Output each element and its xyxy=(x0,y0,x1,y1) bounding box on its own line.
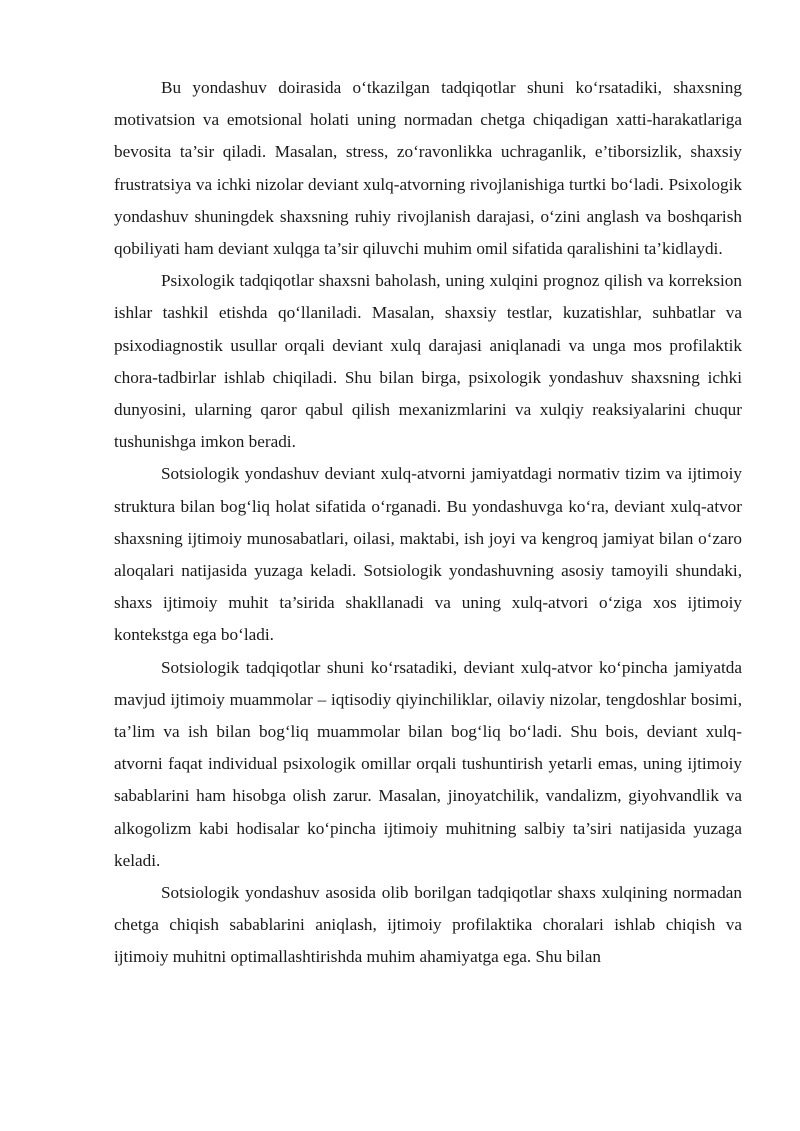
paragraph-2: Psixologik tadqiqotlar shaxsni baholash, uning xulqini prognoz qilish va korreksion ishlar tashkil etishda qo‘llaniladi. Masalan, shaxsiy testlar, kuzatishlar, suhbatlar va psixodiagnostik usullar orqali deviant xulq darajasi aniqlanadi va unga mos profilaktik chora-tadbirlar ishlab chiqiladi. Shu bilan birga, psixologik yondashuv shaxsning ichki dunyosini, ularning qaror qabul qilish mexanizmlarini va xulqiy reaksiyalarini chuqur tushunishga imkon beradi. xyxy=(114,271,742,452)
document-body xyxy=(114,72,742,974)
paragraph-5: Sotsiologik yondashuv asosida olib borilgan tadqiqotlar shaxs xulqining normadan chetga chiqish sabablarini aniqlash, ijtimoiy profilaktika choralari ishlab chiqish va ijtimoiy muhitni optimallashtirishda muhim ahamiyatga ega. Shu bilan xyxy=(114,883,742,967)
paragraph-3: Sotsiologik yondashuv deviant xulq-atvorni jamiyatdagi normativ tizim va ijtimoiy struktura bilan bog‘liq holat sifatida o‘rganadi. Bu yondashuvga ko‘ra, deviant xulq-atvor shaxsning ijtimoiy munosabatlari, oilasi, maktabi, ish joyi va kengroq jamiyat bilan o‘zaro aloqalari natijasida yuzaga keladi. Sotsiologik yondashuvning asosiy tamoyili shundaki, shaxs ijtimoiy muhit ta’sirida shakllanadi va uning xulq-atvori o‘ziga xos ijtimoiy kontekstga ega bo‘ladi. xyxy=(114,464,742,645)
paragraph-1: Bu yondashuv doirasida o‘tkazilgan tadqiqotlar shuni ko‘rsatadiki, shaxsning motivatsion va emotsional holati uning normadan chetga chiqadigan xatti-harakatlariga bevosita ta’sir qiladi. Masalan, stress, zo‘ravonlikka uchraganlik, e’tiborsizlik, shaxsiy frustratsiya va ichki nizolar deviant xulq-atvorning rivojlanishiga turtki bo‘ladi. Psixologik yondashuv shuningdek shaxsning ruhiy rivojlanish darajasi, o‘zini anglash va boshqarish qobiliyati ham deviant xulqga ta’sir qiluvchi muhim omil sifatida qaralishini ta’kidlaydi. xyxy=(114,78,742,259)
paragraph-4: Sotsiologik tadqiqotlar shuni ko‘rsatadiki, deviant xulq-atvor ko‘pincha jamiyatda mavjud ijtimoiy muammolar – iqtisodiy qiyinchiliklar, oilaviy nizolar, tengdoshlar bosimi, ta’lim va ish bilan bog‘liq muammolar bilan bog‘liq bo‘ladi. Shu bois, deviant xulq-atvorni faqat individual psixologik omillar orqali tushuntirish yetarli emas, uning ijtimoiy sabablarini ham hisobga olish zarur. Masalan, jinoyatchilik, vandalizm, giyohvandlik va alkogolizm kabi hodisalar ko‘pincha ijtimoiy muhitning salbiy ta’siri natijasida yuzaga keladi. xyxy=(114,657,742,870)
